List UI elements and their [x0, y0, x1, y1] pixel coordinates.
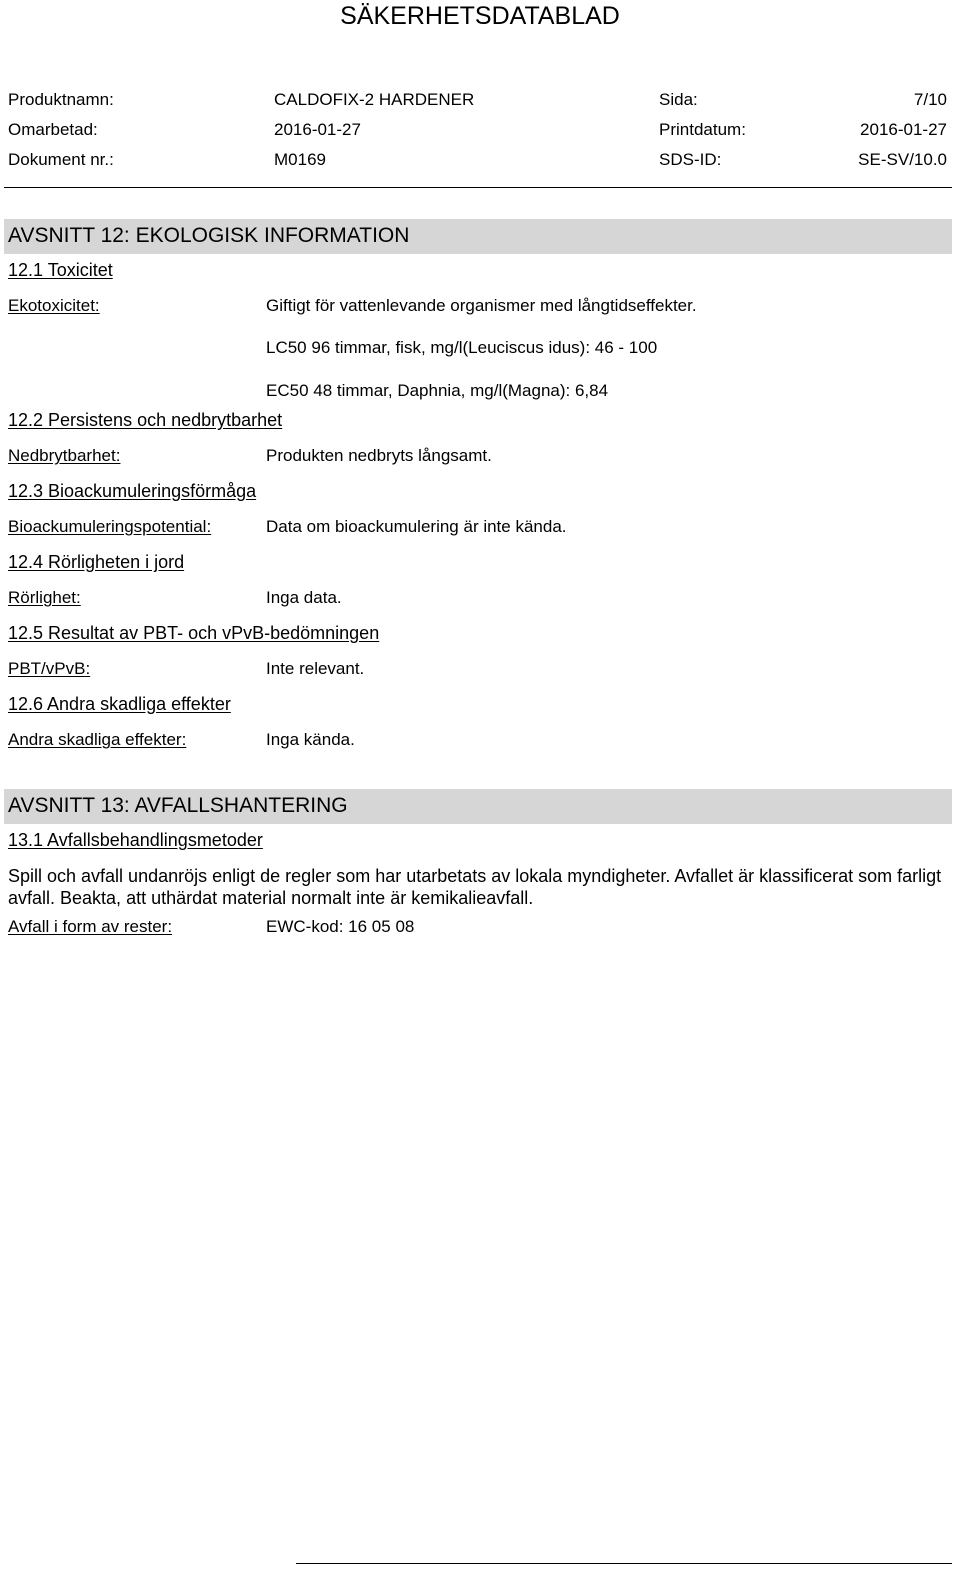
- mobility-label: Rörlighet:: [8, 588, 81, 607]
- residue-waste-value: EWC-kod: 16 05 08: [266, 917, 415, 936]
- bioaccumulation-value: Data om bioackumulering är inte kända.: [266, 517, 567, 536]
- sds-id-label: SDS-ID:: [659, 150, 722, 169]
- waste-treatment-paragraph: Spill och avfall undanröjs enligt de regler som har utarbetats av lokala myndigheter. Avfallet är klassificerat som farligt avfall. Beakta, att uthärdat material normalt inte är kemikalieavfall.: [8, 866, 942, 908]
- revised-label: Omarbetad:: [8, 120, 98, 139]
- other-effects-value: Inga kända.: [266, 730, 355, 749]
- print-date-label: Printdatum:: [659, 120, 746, 139]
- subsection-12-2-title: 12.2 Persistens och nedbrytbarhet: [8, 410, 283, 430]
- other-effects-label: Andra skadliga effekter:: [8, 730, 187, 749]
- subsection-12-6-title: 12.6 Andra skadliga effekter: [8, 694, 231, 714]
- revised-value: 2016-01-27: [274, 120, 361, 139]
- degradability-value: Produkten nedbryts långsamt.: [266, 446, 492, 465]
- subsection-12-3-title: 12.3 Bioackumuleringsförmåga: [8, 481, 257, 501]
- section-13-heading-band: [4, 789, 952, 824]
- degradability-label: Nedbrytbarhet:: [8, 446, 121, 465]
- ecotoxicity-label: Ekotoxicitet:: [8, 296, 100, 315]
- section-13-heading: AVSNITT 13: AVFALLSHANTERING: [8, 794, 348, 817]
- subsection-12-4-title: 12.4 Rörligheten i jord: [8, 552, 185, 572]
- subsection-12-1-title: 12.1 Toxicitet: [8, 260, 113, 280]
- sds-id-value: SE-SV/10.0: [858, 150, 947, 169]
- page-value: 7/10: [913, 90, 947, 109]
- pbt-label: PBT/vPvB:: [8, 659, 91, 678]
- subsection-13-1-title: 13.1 Avfallsbehandlingsmetoder: [8, 830, 263, 850]
- pbt-value: Inte relevant.: [266, 659, 365, 678]
- document-number-value: M0169: [274, 150, 326, 169]
- print-date-value: 2016-01-27: [860, 120, 947, 139]
- document-number-label: Dokument nr.:: [8, 150, 114, 169]
- mobility-value: Inga data.: [266, 588, 342, 607]
- page-label: Sida:: [659, 90, 698, 109]
- ec50-value: EC50 48 timmar, Daphnia, mg/l(Magna): 6,84: [266, 381, 609, 400]
- product-name-label: Produktnamn:: [8, 90, 114, 109]
- section-12-heading-band: [4, 219, 952, 254]
- product-name-value: CALDOFIX-2 HARDENER: [274, 90, 475, 109]
- bioaccumulation-label: Bioackumuleringspotential:: [8, 517, 212, 536]
- subsection-12-5-title: 12.5 Resultat av PBT- och vPvB-bedömningen: [8, 623, 380, 643]
- ecotoxicity-value: Giftigt för vattenlevande organismer med långtidseffekter.: [266, 296, 697, 315]
- header-divider: [4, 187, 952, 188]
- footer-divider: [296, 1563, 952, 1564]
- residue-waste-label: Avfall i form av rester:: [8, 917, 173, 936]
- lc50-value: LC50 96 timmar, fisk, mg/l(Leuciscus idus): 46 - 100: [266, 338, 658, 357]
- section-12-heading: AVSNITT 12: EKOLOGISK INFORMATION: [8, 224, 410, 247]
- document-title: SÄKERHETSDATABLAD: [340, 2, 620, 30]
